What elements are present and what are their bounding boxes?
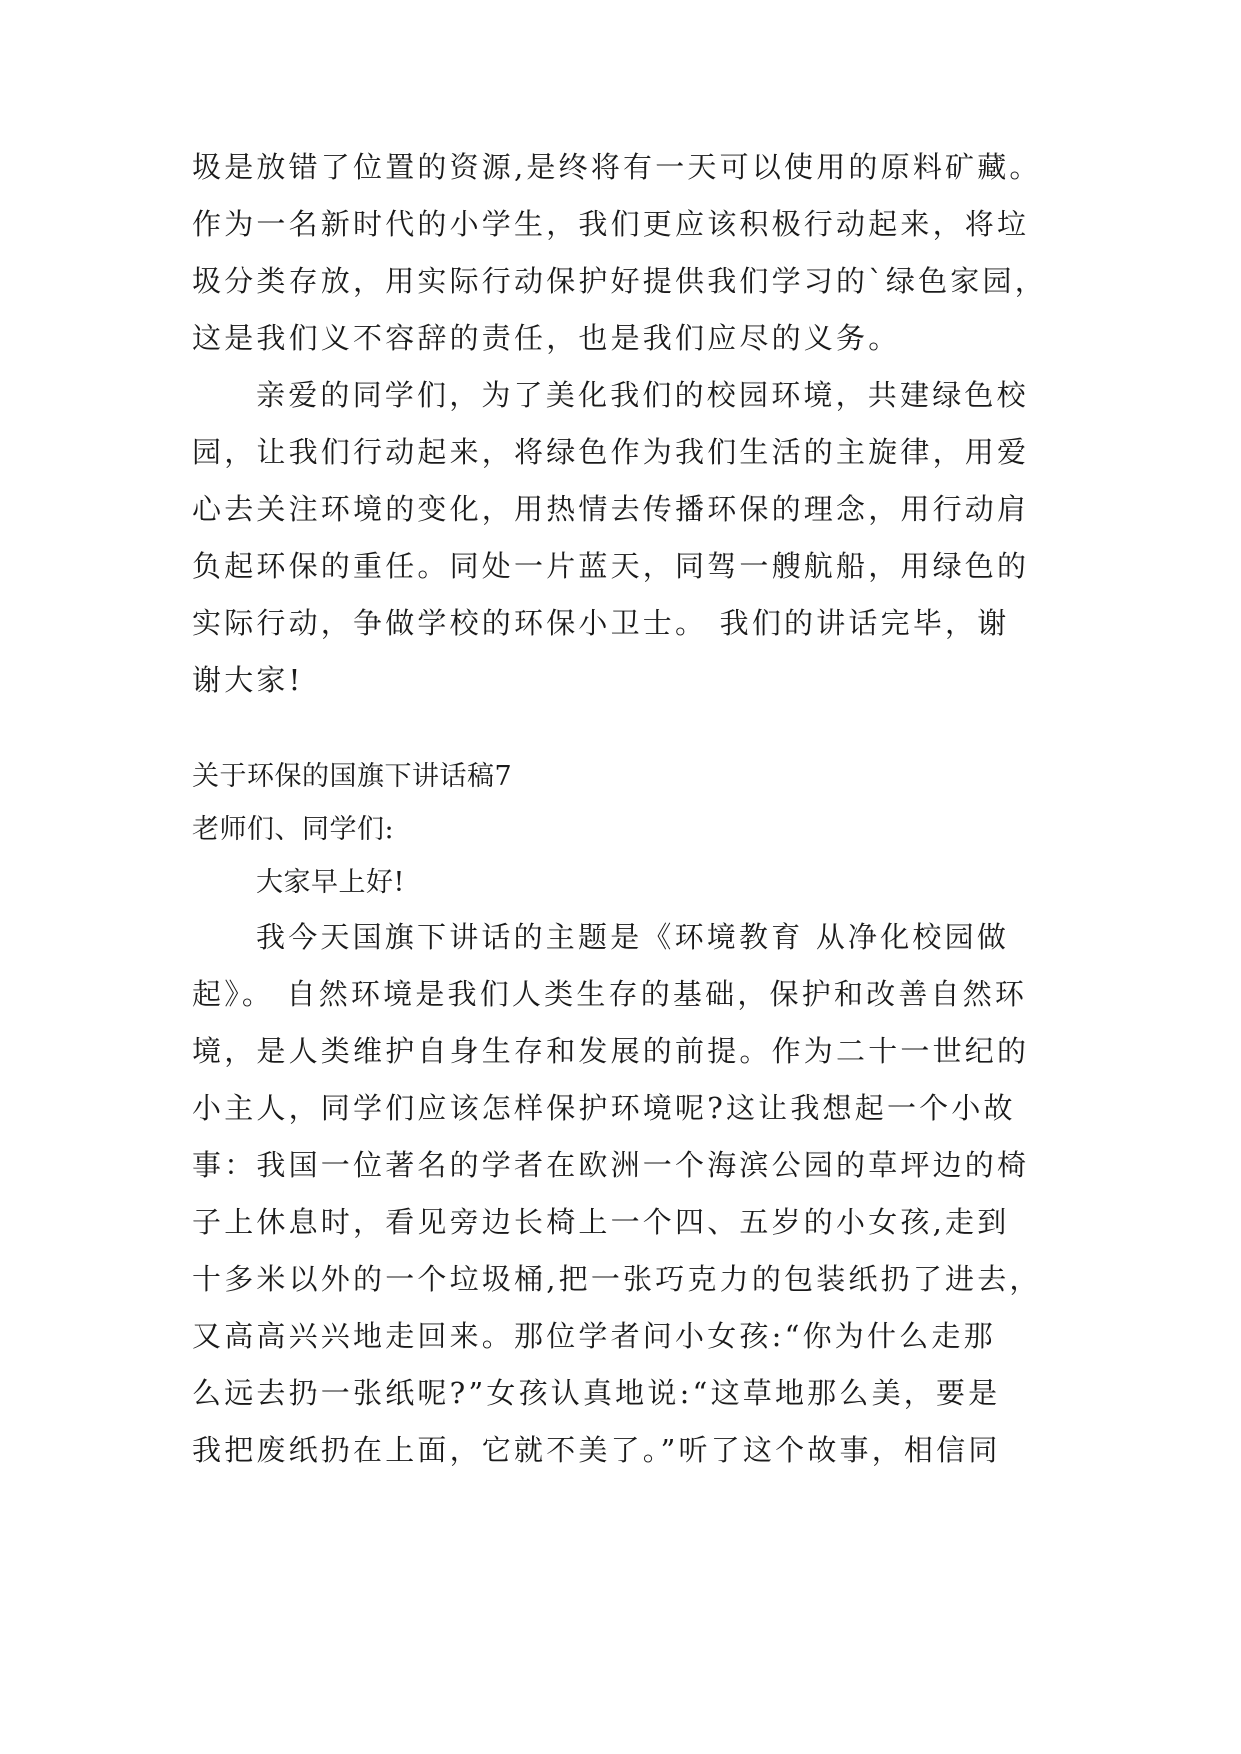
paragraph-line: 我今天国旗下讲话的主题是《环境教育 从净化校园做	[256, 920, 1010, 954]
paragraph-line: 事：我国一位著名的学者在欧洲一个海滨公园的草坪边的椅	[192, 1148, 1030, 1182]
paragraph-line: 我把废纸扔在上面，它就不美了。”听了这个故事，相信同	[192, 1433, 1001, 1467]
paragraph-line: 么远去扔一张纸呢?”女孩认真地说:“这草地那么美，要是	[192, 1376, 1001, 1410]
paragraph-line: 境，是人类维护自身生存和发展的前提。作为二十一世纪的	[192, 1034, 1030, 1068]
paragraph-line: 这是我们义不容辞的责任，也是我们应尽的义务。	[192, 321, 901, 355]
paragraph-line: 圾是放错了位置的资源,是终将有一天可以使用的原料矿藏。	[192, 150, 1042, 184]
paragraph-line: 作为一名新时代的小学生，我们更应该积极行动起来，将垃	[192, 207, 1030, 241]
salutation: 老师们、同学们:	[192, 814, 395, 845]
paragraph-line: 又高高兴兴地走回来。那位学者问小女孩:“你为什么走那	[192, 1319, 996, 1353]
paragraph-line: 圾分类存放，用实际行动保护好提供我们学习的`绿色家园，	[192, 264, 1047, 298]
paragraph-line: 谢大家!	[192, 663, 304, 697]
paragraph-line: 子上休息时，看见旁边长椅上一个四、五岁的小女孩,走到	[192, 1205, 1010, 1239]
paragraph-line: 起》。 自然环境是我们人类生存的基础，保护和改善自然环	[192, 977, 1028, 1011]
paragraph-line: 实际行动，争做学校的环保小卫士。 我们的讲话完毕，谢	[192, 606, 1010, 640]
section-title: 关于环保的国旗下讲话稿7	[192, 761, 513, 792]
paragraph-line: 亲爱的同学们，为了美化我们的校园环境，共建绿色校	[256, 378, 1029, 412]
paragraph-line: 小主人，同学们应该怎样保护环境呢?这让我想起一个小故	[192, 1091, 1016, 1125]
paragraph-line: 负起环保的重任。同处一片蓝天，同驾一艘航船，用绿色的	[192, 549, 1030, 583]
paragraph-line: 园，让我们行动起来，将绿色作为我们生活的主旋律，用爱	[192, 435, 1030, 469]
greeting: 大家早上好!	[256, 867, 405, 898]
paragraph-line: 十多米以外的一个垃圾桶,把一张巧克力的包装纸扔了进去，	[192, 1262, 1042, 1296]
paragraph-line: 心去关注环境的变化，用热情去传播环保的理念，用行动肩	[192, 492, 1030, 526]
